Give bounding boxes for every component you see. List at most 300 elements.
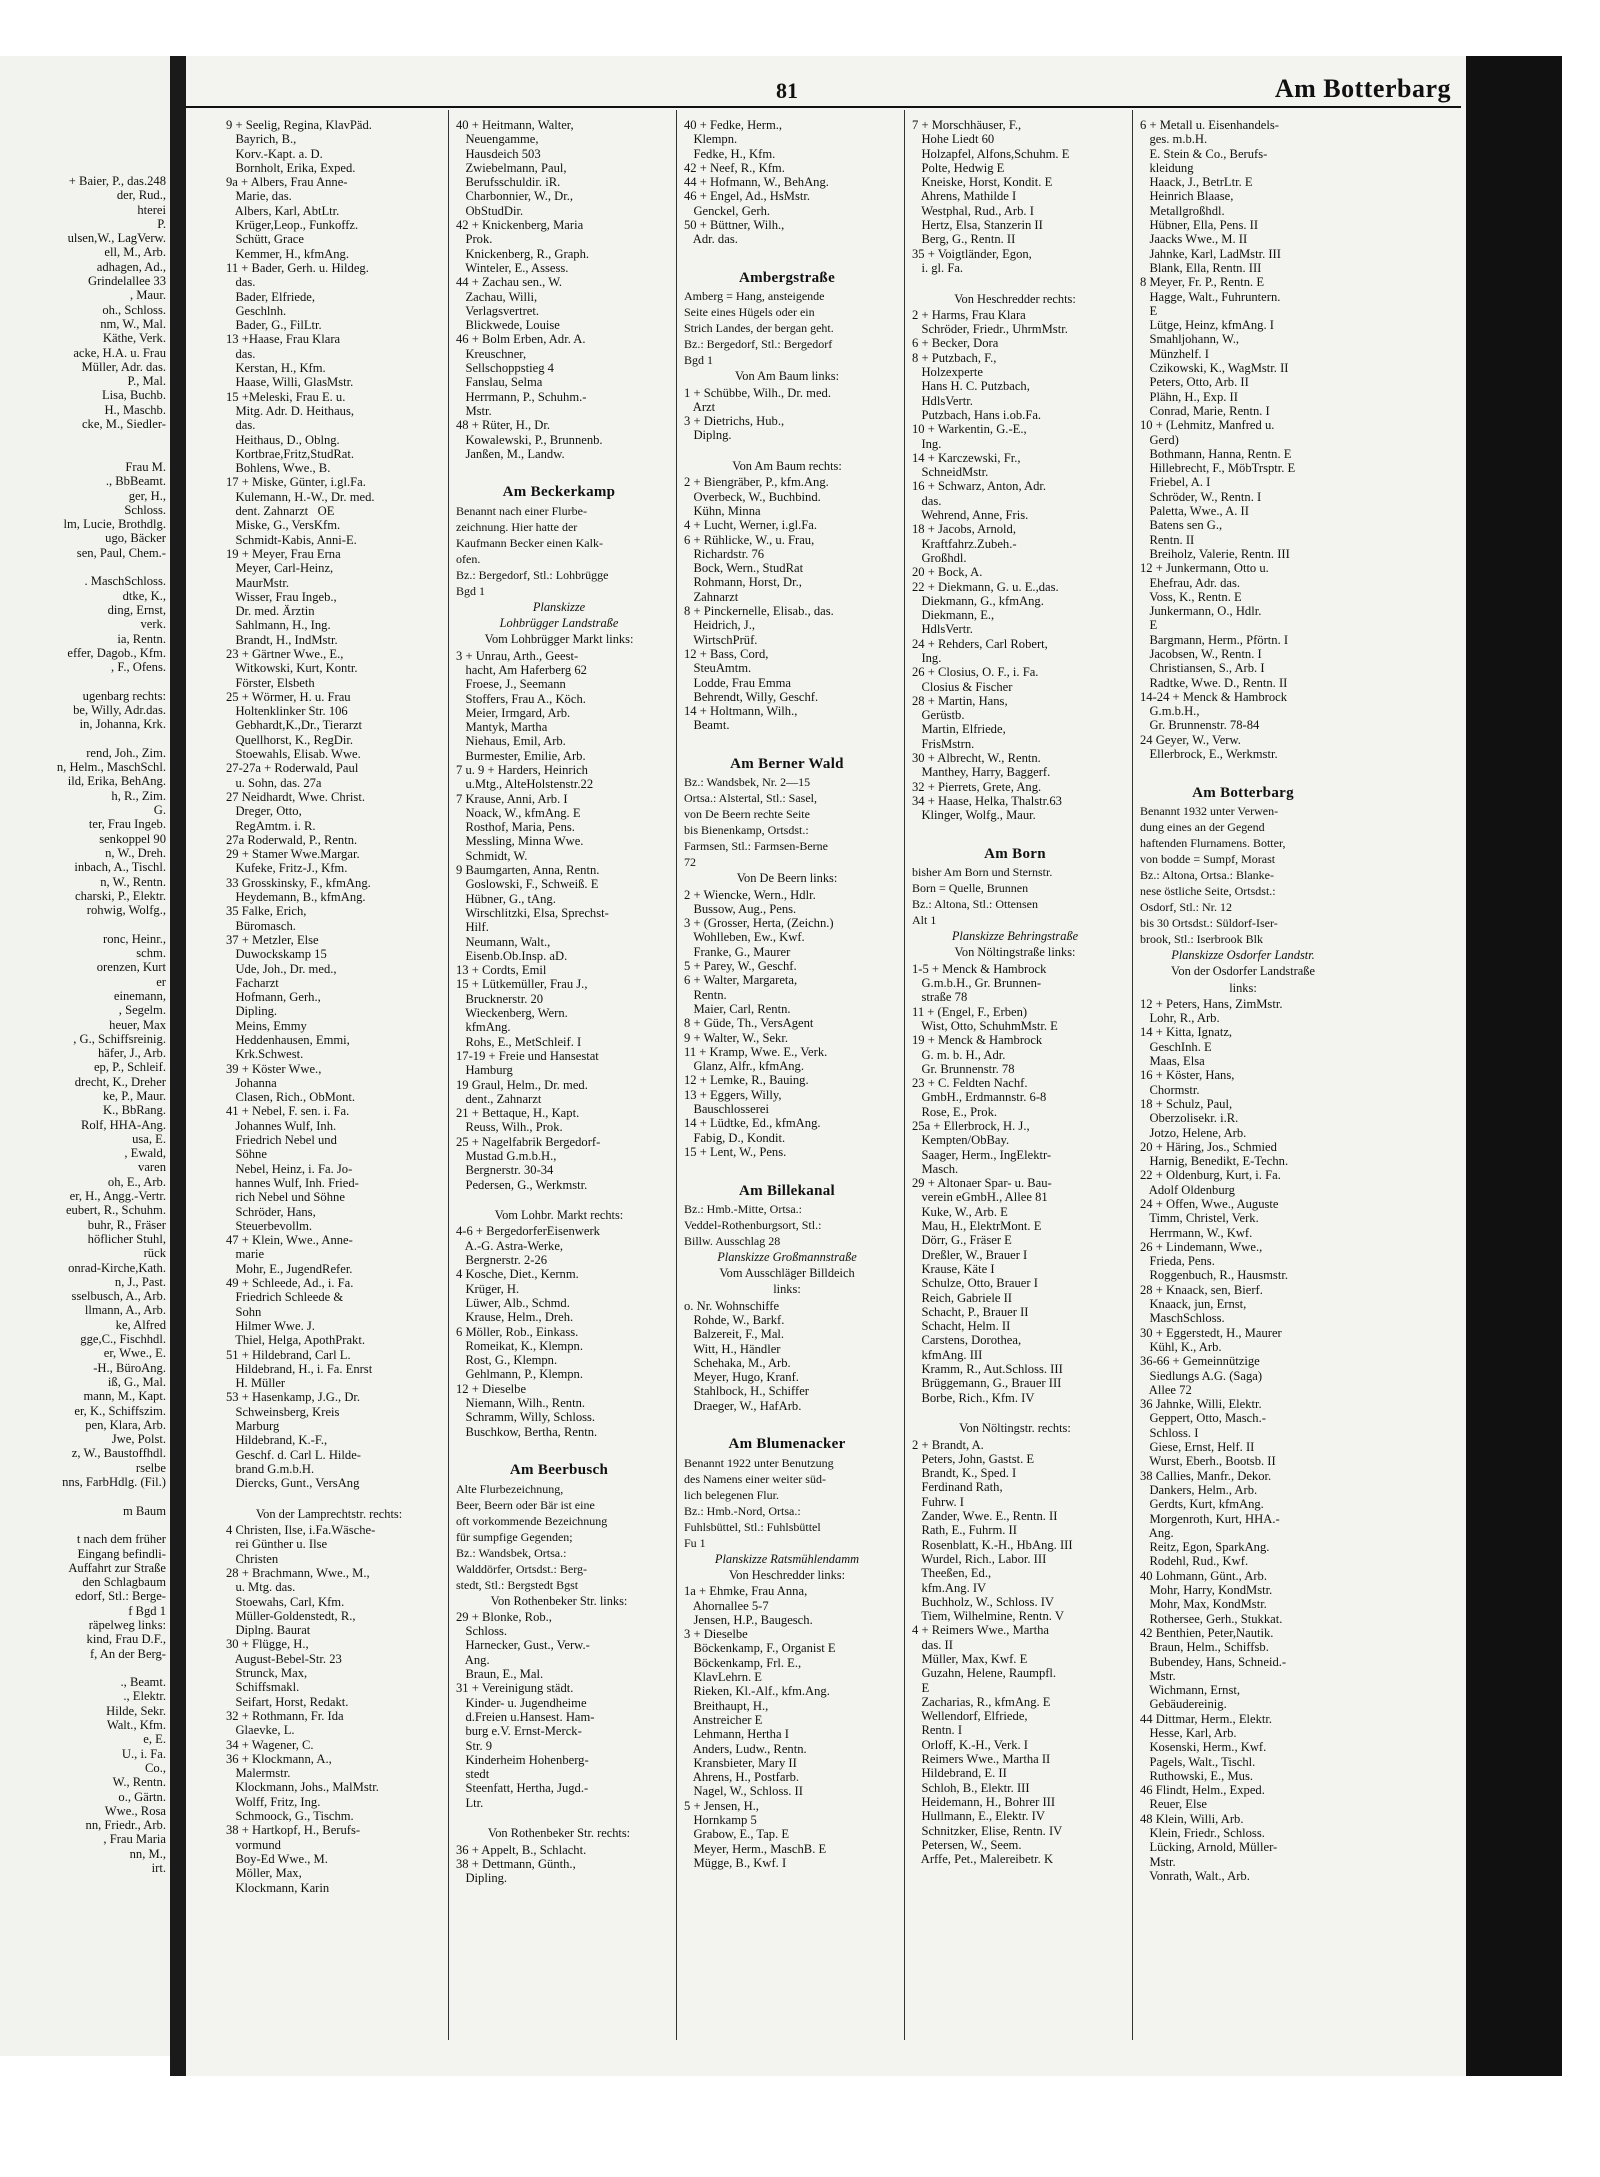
strip-line: usa, E. — [132, 1131, 166, 1146]
directory-entry: Kempten/ObBay. — [912, 1133, 1010, 1148]
directory-entry: FrisMstrn. — [912, 736, 975, 751]
strip-line: + Baier, P., das.248 — [68, 174, 166, 188]
directory-entry: 8 + Putzbach, F., — [912, 350, 997, 365]
direction-heading: Von Am Baum links: — [734, 369, 840, 384]
directory-entry: Rothersee, Gerh., Stukkat. — [1140, 1611, 1283, 1626]
directory-entry: Theeßen, Ed., — [912, 1566, 992, 1581]
directory-entry: Ehefrau, Adr. das. — [1140, 575, 1241, 590]
spacer — [912, 275, 1118, 289]
directory-entry: Strunck, Max, — [226, 1666, 308, 1681]
directory-entry: Voss, K., Rentn. E — [1140, 589, 1242, 604]
directory-entry: 3 + Dietrichs, Hub., — [684, 414, 785, 429]
directory-entry: Schmoock, G., Tischm. — [226, 1809, 354, 1824]
street-note: oft vorkommende Bezeichnung — [456, 1513, 608, 1528]
directory-entry: Kemmer, H., kfmAng. — [226, 246, 349, 261]
strip-line — [0, 732, 166, 746]
directory-entry: Roggenbuch, R., Hausmstr. — [1140, 1268, 1288, 1283]
directory-entry: 2 + Harms, Frau Klara — [912, 307, 1026, 322]
strip-line: sselbusch, A., Arb. — [71, 1289, 166, 1304]
directory-entry: 14 + Holtmann, Wilh., — [684, 704, 798, 719]
street-note: Billw. Ausschlag 28 — [684, 1233, 781, 1248]
directory-entry: Rath, E., Fuhrm. II — [912, 1523, 1017, 1538]
street-note: Kaufmann Becker einen Kalk- — [456, 535, 603, 550]
directory-entry: 17 + Miske, Günter, i.gl.Fa. — [226, 475, 366, 490]
directory-entry: Manthey, Harry, Baggerf. — [912, 765, 1051, 780]
street-note: ofen. — [456, 551, 481, 566]
column-1 — [226, 118, 432, 2038]
street-note: Born = Quelle, Brunnen — [912, 881, 1029, 896]
strip-line: f Bgd 1 — [128, 1603, 166, 1618]
directory-entry: Saager, Herm., IngElektr- — [912, 1147, 1052, 1162]
strip-line: , Ewald, — [124, 1146, 166, 1161]
directory-entry: Niehaus, Emil, Arb. — [456, 734, 566, 749]
strip-line: Eingang befindli- — [77, 1546, 166, 1561]
directory-entry: 12 + Peters, Hans, ZimMstr. — [1140, 996, 1283, 1011]
strip-line: dtke, K., — [122, 588, 166, 603]
directory-entry: 41 + Nebel, F. sen. i. Fa. — [226, 1104, 350, 1119]
directory-entry: Förster, Elsbeth — [226, 675, 315, 690]
directory-entry: Berufsschuldir. iR. — [456, 175, 561, 190]
directory-entry: Meyer, Carl-Heinz, — [226, 561, 334, 576]
directory-entry: Lodde, Frau Emma — [684, 675, 792, 690]
directory-entry: Fabig, D., Kondit. — [684, 1130, 786, 1145]
street-note: Bz.: Wandsbek, Nr. 2—15 — [684, 775, 811, 790]
directory-entry: Kerstan, H., Kfm. — [226, 361, 326, 376]
directory-entry: Str. 9 — [456, 1738, 493, 1753]
directory-entry: Ing. — [912, 650, 942, 665]
strip-line: in, Johanna, Krk. — [79, 717, 166, 732]
strip-line: edorf, Stl.: Berge- — [75, 1589, 166, 1604]
directory-entry: Anders, Ludw., Rentn. — [684, 1741, 807, 1756]
strip-line: höflicher Stuhl, — [87, 1231, 166, 1246]
directory-entry: 40 Lohmann, Günt., Arb. — [1140, 1568, 1267, 1583]
direction-heading: Von Nöltingstr. rechts: — [959, 1421, 1071, 1436]
directory-entry: Reuss, Wilh., Prok. — [456, 1120, 563, 1135]
street-note: nese östliche Seite, Ortsdst.: — [1140, 883, 1276, 898]
directory-entry: 8 Meyer, Fr. P., Rentn. E — [1140, 275, 1265, 290]
directory-entry: Schacht, Helm. II — [912, 1319, 1011, 1334]
directory-entry: Möller, Max, — [226, 1866, 302, 1881]
directory-entry: dent. Zahnarzt OE — [226, 504, 335, 519]
directory-entry: 29 + Stamer Wwe.Margar. — [226, 847, 360, 862]
strip-line: , F., Ofens. — [111, 660, 166, 675]
directory-entry: Hullmann, E., Elektr. IV — [912, 1809, 1045, 1824]
directory-entry: 28 + Knaack, sen, Bierf. — [1140, 1282, 1263, 1297]
directory-entry: Batens sen G., — [1140, 518, 1223, 533]
directory-entry: Heydemann, B., kfmAng. — [226, 890, 366, 905]
street-note: Bz.: Bergedorf, Stl.: Bergedorf — [684, 337, 833, 352]
directory-entry: Mstr. — [1140, 1668, 1176, 1683]
directory-entry: Glaevke, L. — [226, 1723, 295, 1738]
street-note: haftenden Flurnamens. Botter, — [1140, 835, 1286, 850]
directory-entry: Facharzt — [226, 975, 279, 990]
directory-entry: stedt — [456, 1767, 490, 1782]
street-note: von De Beern rechte Seite — [684, 807, 810, 822]
directory-entry: MaurMstr. — [226, 575, 289, 590]
strip-line: rselbe — [135, 1460, 166, 1475]
strip-line: U., i. Fa. — [121, 1746, 166, 1761]
directory-entry: 18 + Schulz, Paul, — [1140, 1096, 1233, 1111]
strip-line — [0, 560, 166, 574]
directory-entry: Christen — [226, 1551, 279, 1566]
directory-entry: Kransbieter, Mary II — [684, 1755, 797, 1770]
directory-entry: 27a Roderwald, P., Rentn. — [226, 832, 358, 847]
street-note: Amberg = Hang, ansteigende — [684, 289, 825, 304]
book-gutter — [170, 56, 186, 2076]
direction-heading: Von Rothenbeker Str. links: — [490, 1593, 628, 1608]
directory-entry: 32 + Pierrets, Grete, Ang. — [912, 779, 1042, 794]
directory-entry: Jotzo, Helene, Arb. — [1140, 1125, 1247, 1140]
directory-entry: 19 + Menck & Hambrock — [912, 1033, 1043, 1048]
directory-entry: Dreßler, W., Brauer I — [912, 1247, 1028, 1262]
directory-entry: Ltr. — [456, 1795, 484, 1810]
directory-entry: Kuke, W., Arb. E — [912, 1204, 1008, 1219]
directory-entry: Zacharias, R., kfmAng. E — [912, 1694, 1051, 1709]
directory-entry: 25 + Wörmer, H. u. Frau — [226, 689, 351, 704]
directory-entry: 6 + Becker, Dora — [912, 336, 999, 351]
directory-entry: Haack, J., BetrLtr. E — [1140, 175, 1253, 190]
directory-entry: Klinger, Wolfg., Maur. — [912, 808, 1036, 823]
directory-entry: GmbH., Erdmannstr. 6-8 — [912, 1090, 1047, 1105]
directory-entry: 9 Baumgarten, Anna, Rentn. — [456, 863, 600, 878]
directory-entry: Klempn. — [684, 132, 738, 147]
street-note: Bgd 1 — [456, 583, 486, 598]
street-note: Beer, Beern oder Bär ist eine — [456, 1497, 595, 1512]
directory-entry: 2 + Wiencke, Wern., Hdlr. — [684, 887, 816, 902]
strip-line: sen, Paul, Chem.- — [76, 545, 166, 560]
direction-heading: links: — [773, 1282, 801, 1297]
directory-entry: 5 + Parey, W., Geschf. — [684, 959, 797, 974]
strip-line — [0, 446, 166, 460]
directory-entry: Seifart, Horst, Redakt. — [226, 1694, 349, 1709]
directory-entry: Brandt, K., Sped. I — [912, 1466, 1017, 1481]
directory-entry: RegAmtm. i. R. — [226, 818, 316, 833]
strip-line: ild, Erika, BehAng. — [67, 774, 166, 789]
directory-entry: Johanna — [226, 1075, 277, 1090]
strip-line: Jwe, Polst. — [111, 1432, 166, 1447]
directory-entry: Romeikat, K., Klempn. — [456, 1338, 583, 1353]
directory-entry: Boy-Ed Wwe., M. — [226, 1851, 328, 1866]
directory-entry: Hofmann, Gerh., — [226, 990, 321, 1005]
strip-line: häfer, J., Arb. — [97, 1046, 166, 1061]
directory-entry: das. — [226, 275, 256, 290]
street-note: 72 — [684, 855, 696, 870]
directory-entry: Grabow, E., Tap. E — [684, 1827, 790, 1842]
directory-entry: Closius & Fischer — [912, 679, 1013, 694]
strip-line: schm. — [136, 946, 166, 961]
directory-entry: 37 + Metzler, Else — [226, 932, 319, 947]
spacer — [456, 1810, 662, 1824]
directory-entry: Hans H. C. Putzbach, — [912, 379, 1030, 394]
directory-entry: 44 + Hofmann, W., BehAng. — [684, 175, 829, 190]
directory-entry: Zahnarzt — [684, 589, 739, 604]
strip-line: lm, Lucie, Brothdlg. — [63, 517, 166, 532]
directory-entry: Giese, Ernst, Helf. II — [1140, 1440, 1255, 1455]
directory-entry: kleidung — [1140, 160, 1194, 175]
strip-line: n, W., Rentn. — [100, 874, 166, 889]
directory-entry: Hamburg — [456, 1063, 513, 1078]
directory-entry: Zachau, Willi, — [456, 289, 538, 304]
directory-entry: Heithaus, D., Oblng. — [226, 432, 340, 447]
directory-entry: Rentn. II — [1140, 532, 1195, 547]
directory-entry: Sellschoppstieg 4 — [456, 361, 554, 376]
directory-entry: 26 + Lindemann, Wwe., — [1140, 1239, 1263, 1254]
directory-entry: u. Mtg. das. — [226, 1580, 296, 1595]
strip-line: er, H., Angg.-Vertr. — [69, 1189, 166, 1204]
directory-entry: Kühn, Minna — [684, 503, 761, 518]
street-heading: Am Billekanal — [739, 1182, 835, 1199]
strip-line: h, R., Zim. — [111, 788, 166, 803]
directory-entry: Klockmann, Johs., MalMstr. — [226, 1780, 379, 1795]
directory-entry: Schiffsmakl. — [226, 1680, 300, 1695]
directory-entry: Kinder- u. Jugendheime — [456, 1695, 587, 1710]
directory-entry: 22 + Diekmann, G. u. E.,das. — [912, 579, 1059, 594]
directory-entry: 6 + Walter, Margareta, — [684, 973, 798, 988]
directory-entry: Ang. — [456, 1652, 490, 1667]
directory-entry: Masch. — [912, 1161, 959, 1176]
directory-entry: 35 Falke, Erich, — [226, 904, 307, 919]
strip-line — [0, 917, 166, 931]
strip-line: , Frau Maria — [103, 1832, 166, 1847]
directory-entry: 12 + Dieselbe — [456, 1381, 527, 1396]
directory-entry: 46 Flindt, Helm., Exped. — [1140, 1783, 1265, 1798]
directory-entry: 7 + Morschhäuser, F., — [912, 118, 1022, 132]
strip-line: der, Rud., — [116, 188, 166, 203]
directory-entry: Hilf. — [456, 920, 489, 935]
directory-entry: Richardstr. 76 — [684, 546, 765, 561]
directory-entry: Schulze, Otto, Brauer I — [912, 1276, 1038, 1291]
directory-entry: 11 + Bader, Gerh. u. Hildeg. — [226, 260, 369, 275]
column-5 — [1140, 118, 1346, 2038]
directory-entry: Blickwede, Louise — [456, 318, 560, 333]
map-reference: Lohbrügger Landstraße — [499, 616, 619, 631]
directory-entry: Westphal, Rud., Arb. I — [912, 203, 1034, 218]
street-note: stedt, Stl.: Bergstedt Bgst — [456, 1577, 579, 1592]
strip-line: er, K., Schiffszim. — [74, 1403, 166, 1418]
directory-entry: Mantyk, Martha — [456, 720, 548, 735]
directory-entry: Lehmann, Hertha I — [684, 1727, 789, 1742]
directory-entry: Hildebrand, E. II — [912, 1766, 1007, 1781]
directory-entry: 44 + Zachau sen., W. — [456, 275, 563, 290]
directory-entry: Holzapfel, Alfons,Schuhm. E — [912, 146, 1070, 161]
strip-line: acke, H.A. u. Frau — [73, 345, 166, 360]
directory-entry: 38 + Dettmann, Günth., — [456, 1856, 576, 1871]
direction-heading: Von der Lamprechtstr. rechts: — [255, 1506, 403, 1521]
directory-entry: Froese, J., Seemann — [456, 677, 566, 692]
strip-line: nn, Friedr., Arb. — [85, 1818, 166, 1833]
directory-entry: Rieken, Kl.-Alf., kfm.Ang. — [684, 1684, 830, 1699]
directory-entry: Holtenklinker Str. 106 — [226, 704, 348, 719]
directory-entry: Böckenkamp, F., Organist E — [684, 1641, 836, 1656]
directory-entry: Friedrich Nebel und — [226, 1133, 337, 1148]
strip-line: pen, Klara, Arb. — [85, 1417, 166, 1432]
column-2 — [456, 118, 662, 2038]
street-note: bisher Am Born und Sternstr. — [912, 865, 1053, 880]
directory-entry: brand G.m.b.H. — [226, 1461, 315, 1476]
strip-line: Hilde, Sekr. — [106, 1703, 166, 1718]
street-heading: Am Beckerkamp — [502, 484, 616, 501]
directory-entry: Reich, Gabriele II — [912, 1290, 1013, 1305]
strip-line: ., Beamt. — [120, 1675, 166, 1690]
directory-entry: Dörr, G., Fräser E — [912, 1233, 1012, 1248]
directory-entry: Adr. das. — [684, 232, 738, 247]
strip-line: Co., — [145, 1760, 166, 1775]
map-reference: Planskizze Ratsmühlendamm — [714, 1551, 860, 1566]
scan-edge-shadow — [1466, 56, 1562, 2076]
directory-entry: Marburg — [226, 1419, 280, 1434]
directory-entry: Meyer, Hugo, Kranf. — [684, 1370, 799, 1385]
strip-line: Wwe., Rosa — [104, 1803, 166, 1818]
directory-entry: Meier, Irmgard, Arb. — [456, 705, 571, 720]
strip-line: mann, M., Kapt. — [83, 1389, 166, 1404]
directory-entry: Mohr, Harry, KondMstr. — [1140, 1583, 1273, 1598]
strip-line: llmann, A., Arb. — [84, 1303, 166, 1318]
strip-line: ter, Frau Ingeb. — [88, 817, 166, 832]
directory-entry: Quellhorst, K., RegDir. — [226, 732, 353, 747]
strip-line: adhagen, Ad., — [96, 259, 166, 274]
directory-entry: 30 + Eggerstedt, H., Maurer — [1140, 1325, 1282, 1340]
direction-heading: Von der Osdorfer Landstraße — [1171, 964, 1315, 979]
directory-entry: burg e.V. Ernst-Merck- — [456, 1724, 582, 1739]
directory-entry: 11 + Kramp, Wwe. E., Verk. — [684, 1044, 828, 1059]
directory-entry: Münzhelf. I — [1140, 346, 1209, 361]
directory-entry: Gehlmann, P., Klempn. — [456, 1367, 583, 1382]
strip-line: . MaschSchloss. — [84, 574, 166, 589]
directory-entry: Schweinsberg, Kreis — [226, 1404, 340, 1419]
directory-entry: hannes Wulf, Inh. Fried- — [226, 1175, 359, 1190]
directory-entry: Herrmann, P., Schuhm.- — [456, 389, 587, 404]
directory-entry: Ing. — [912, 436, 942, 451]
strip-line: onrad-Kirche,Kath. — [68, 1260, 166, 1275]
directory-entry: Wurst, Eberh., Bootsb. II — [1140, 1454, 1276, 1469]
directory-entry: Krk.Schwest. — [226, 1047, 304, 1062]
directory-entry: Rentn. I — [912, 1723, 963, 1738]
directory-entry: Bader, Elfriede, — [226, 289, 316, 304]
directory-entry: 42 Benthien, Peter,Nautik. — [1140, 1625, 1274, 1640]
strip-line: W., Rentn. — [112, 1775, 166, 1790]
directory-entry: 6 Möller, Rob., Einkass. — [456, 1324, 579, 1339]
strip-line: ke, Alfred — [115, 1317, 166, 1332]
directory-entry: Breithaupt, H., — [684, 1698, 769, 1713]
spacer — [1140, 761, 1346, 775]
directory-entry: 5 + Jensen, H., — [684, 1798, 759, 1813]
directory-entry: Jacobsen, W., Rentn. I — [1140, 646, 1262, 661]
directory-entry: Schacht, P., Brauer II — [912, 1304, 1029, 1319]
strip-line: eubert, R., Schuhm. — [65, 1203, 166, 1218]
directory-entry: Verlagsvertret. — [456, 303, 539, 318]
directory-entry: Glanz, Alfr., kfmAng. — [684, 1059, 804, 1074]
directory-entry: Müller, Max, Kwf. E — [912, 1651, 1028, 1666]
directory-entry: Wurdel, Rich., Labor. III — [912, 1551, 1047, 1566]
directory-entry: Ahrens, Mathilde I — [912, 189, 1017, 204]
directory-entry: Brüggemann, G., Brauer III — [912, 1376, 1062, 1391]
column-rule — [1132, 110, 1133, 2040]
directory-entry: Gr. Brunnenstr. 78-84 — [1140, 718, 1260, 733]
directory-entry: Schmidt-Kabis, Anni-E. — [226, 532, 357, 547]
directory-entry: 10 + Warkentin, G.-E., — [912, 422, 1027, 437]
directory-entry: 14 + Lüdtke, Ed., kfmAng. — [684, 1116, 821, 1131]
directory-entry: Kühl, K., Arb. — [1140, 1339, 1222, 1354]
spacer — [912, 823, 1118, 837]
street-note: Alt 1 — [912, 913, 937, 928]
column-4 — [912, 118, 1118, 2038]
street-note: lich belegenen Flur. — [684, 1487, 779, 1502]
directory-entry: Malermstr. — [226, 1766, 291, 1781]
directory-entry: Brucknerstr. 20 — [456, 991, 544, 1006]
directory-entry: kfmAng. III — [912, 1347, 983, 1362]
directory-entry: 27 Neidhardt, Wwe. Christ. — [226, 789, 365, 804]
directory-entry: Guzahn, Helene, Raumpfl. — [912, 1666, 1057, 1681]
directory-entry: Müller-Goldenstedt, R., — [226, 1608, 356, 1623]
direction-heading: Von Am Baum rechts: — [732, 459, 842, 474]
strip-line: kind, Frau D.F., — [86, 1632, 166, 1647]
directory-entry: Dreger, Otto, — [226, 804, 302, 819]
directory-entry: Morgenroth, Kurt, HHA.- — [1140, 1511, 1280, 1526]
directory-entry: Noack, W., kfmAng. E — [456, 805, 581, 820]
directory-entry: 32 + Rothmann, Fr. Ida — [226, 1708, 344, 1723]
strip-line: ding, Ernst, — [107, 602, 166, 617]
directory-entry: Paletta, Wwe., A. II — [1140, 504, 1249, 519]
directory-entry: Klockmann, Karin — [226, 1880, 330, 1895]
strip-line: irt. — [151, 1861, 166, 1876]
directory-entry: Polte, Hedwig E — [912, 160, 1005, 175]
directory-entry: 2 + Biengräber, P., kfm.Ang. — [684, 475, 829, 490]
directory-entry: Herrmann, W., Kwf. — [1140, 1225, 1253, 1240]
directory-entry: Plähn, H., Exp. II — [1140, 389, 1238, 404]
street-heading: Am Beerbusch — [509, 1462, 609, 1479]
directory-entry: Kreuschner, — [456, 346, 527, 361]
directory-entry: 4 Kosche, Diet., Kernm. — [456, 1267, 579, 1282]
direction-heading: Vom Lohbrügger Markt links: — [484, 632, 634, 647]
directory-entry: Hillebrecht, F., MöbTrsptr. E — [1140, 461, 1296, 476]
directory-entry: 29 + Altonaer Spar- u. Bau- — [912, 1176, 1052, 1191]
directory-entry: Goslowski, F., Schweiß. E — [456, 877, 599, 892]
directory-entry: 23 + Gärtner Wwe., E., — [226, 646, 344, 661]
directory-entry: Hilmer Wwe. J. — [226, 1318, 315, 1333]
directory-entry: Chormstr. — [1140, 1082, 1200, 1097]
directory-entry: Rohde, W., Barkf. — [684, 1313, 785, 1327]
directory-entry: das. — [226, 418, 256, 433]
directory-entry: Peters, Otto, Arb. II — [1140, 375, 1249, 390]
directory-entry: 34 + Haase, Helka, Thalstr.63 — [912, 793, 1062, 808]
directory-entry: Reitz, Egon, SparkAng. — [1140, 1540, 1270, 1555]
directory-entry: i. gl. Fa. — [912, 260, 964, 275]
directory-entry: Rohs, E., MetSchleif. I — [456, 1034, 582, 1049]
directory-entry: Gebäudereinig. — [1140, 1697, 1227, 1712]
directory-entry: Diekmann, G., kfmAng. — [912, 593, 1044, 608]
directory-entry: Gr. Brunnenstr. 78 — [912, 1061, 1015, 1076]
directory-entry: Lücking, Arnold, Müller- — [1140, 1840, 1278, 1855]
directory-entry: 9 + Seelig, Regina, KlavPäd. — [226, 118, 372, 132]
directory-entry: Mustad G.m.b.H., — [456, 1149, 557, 1163]
directory-entry: Ruthowski, E., Mus. — [1140, 1768, 1254, 1783]
directory-entry: Ahornallee 5-7 — [684, 1598, 769, 1613]
directory-entry: Mitg. Adr. D. Heithaus, — [226, 403, 355, 418]
directory-entry: Bargmann, Herm., Pförtn. I — [1140, 632, 1289, 647]
directory-entry: u.Mtg., AlteHolstenstr.22 — [456, 777, 594, 792]
strip-line: n, Helm., MaschSchl. — [56, 760, 166, 775]
directory-entry: Kraftfahrz.Zubeh.- — [912, 536, 1017, 551]
spacer — [226, 1491, 432, 1505]
strip-line: senkoppel 90 — [99, 831, 166, 846]
strip-line: P., Mal. — [127, 374, 166, 389]
directory-entry: Burmester, Emilie, Arb. — [456, 748, 586, 763]
directory-entry: verein eGmbH., Allee 81 — [912, 1190, 1048, 1205]
directory-entry: rei Günther u. Ilse — [226, 1537, 328, 1552]
strip-line — [0, 1661, 166, 1675]
directory-entry: Reuer, Else — [1140, 1797, 1207, 1812]
street-note: Strich Landes, der bergan geht. — [684, 321, 834, 336]
